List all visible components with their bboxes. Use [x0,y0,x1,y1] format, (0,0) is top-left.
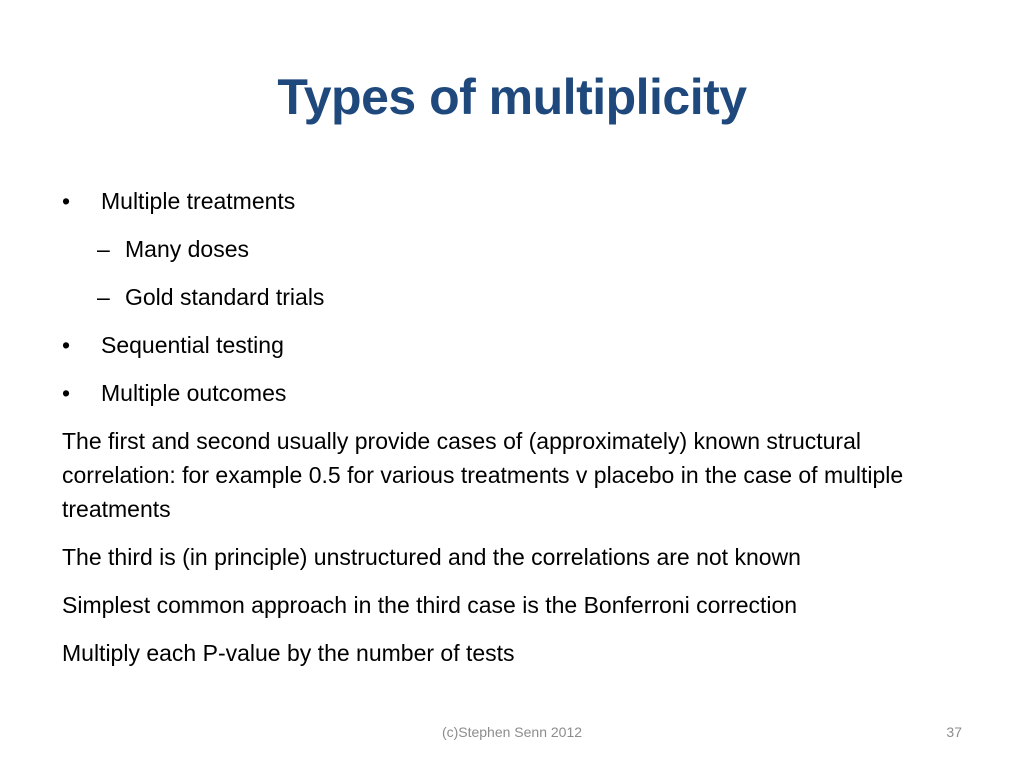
bullet-marker: • [62,380,71,406]
paragraph-multiply-p-value: Multiply each P-value by the number of tests [62,640,515,666]
slide-content [62,184,972,684]
dash-marker: – [97,284,110,310]
bullet-marker: • [62,332,71,358]
paragraph-unstructured: The third is (in principle) unstructured and the correlations are not known [62,544,801,570]
sub-bullet-item [62,280,972,314]
bullet-marker: • [62,188,71,214]
dash-marker: – [97,236,110,262]
bullet-text: Multiple outcomes [101,380,287,406]
paragraph-bonferroni: Simplest common approach in the third case is the Bonferroni correction [62,592,798,618]
bullet-text: Multiple treatments [101,188,296,214]
bullet-item [62,184,972,218]
page-number: 37 [946,724,962,740]
footer-copyright: (c)Stephen Senn 2012 [441,724,583,740]
bullet-item [62,376,972,410]
slide-title: Types of multiplicity [277,69,747,125]
bullet-item [62,328,972,362]
bullet-text: Sequential testing [101,332,284,358]
paragraph-structural-correlation: The first and second usually provide cases of (approximately) known structural correlation: for example 0.5 for various treatments v placebo in the case of multiple treatments [62,428,904,522]
sub-bullet-text: Many doses [125,236,250,262]
sub-bullet-text: Gold standard trials [125,284,325,310]
sub-bullet-item [62,232,972,266]
